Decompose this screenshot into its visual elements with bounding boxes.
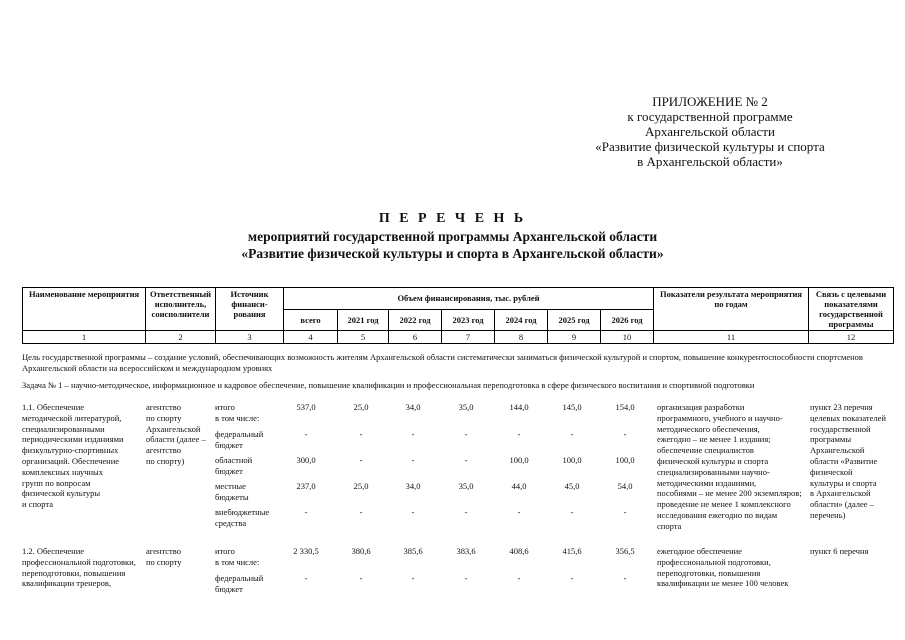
col-number: 3: [216, 331, 284, 344]
target-link: пункт 6 перечня: [810, 546, 869, 556]
target-link: пункт 23 перечня: [810, 402, 873, 412]
col-ind-header: Показатели результата мероприятия по годам: [654, 288, 809, 331]
funding-value: -: [623, 429, 627, 439]
col-year-header: 2023 год: [442, 309, 495, 331]
funding-value: 145,0: [562, 402, 582, 412]
activity-name: профессиональной подготовки,: [22, 556, 136, 567]
col-number: 9: [548, 331, 601, 344]
activity-name: физкультурно-спортивных: [22, 445, 119, 456]
col-exec-header: Ответственный исполнитель, соисполнители: [146, 288, 216, 331]
result-indicator: программного, учебного и научно-: [657, 412, 783, 423]
funding-value: 35,0: [458, 481, 474, 491]
funding-value: 154,0: [615, 402, 635, 412]
activity-name: и спорта: [22, 499, 53, 510]
funding-value: 35,0: [458, 402, 474, 412]
funding-source: итого: [215, 546, 235, 556]
target-link: программы: [810, 434, 852, 445]
funding-source: итого: [215, 402, 235, 412]
funding-value: -: [359, 573, 363, 583]
result-indicator: ежегодное обеспечение: [657, 546, 742, 556]
result-indicator: проведение не менее 1 комплексного: [657, 499, 791, 510]
result-indicator: методического обеспечения,: [657, 423, 760, 434]
activity-name: квалификации тренеров,: [22, 578, 112, 589]
funding-source: бюджет: [215, 583, 243, 594]
funding-value: 356,5: [615, 546, 635, 556]
funding-source: областной: [215, 455, 253, 465]
funding-value: -: [359, 455, 363, 465]
funding-value: 383,6: [456, 546, 476, 556]
funding-value: -: [304, 573, 308, 583]
funding-value: -: [411, 429, 415, 439]
col-number: 10: [601, 331, 654, 344]
col-year-header: 2026 год: [601, 309, 654, 331]
target-link: области «Развитие: [810, 456, 878, 466]
target-link: физической: [810, 466, 853, 477]
funding-value: 45,0: [564, 481, 580, 491]
funding-value: 380,6: [351, 546, 371, 556]
activity-name: комплексных научных: [22, 466, 103, 477]
target-link: в Архангельской: [810, 488, 871, 499]
funding-value: -: [623, 507, 627, 517]
program-name: «Развитие физической культуры и спорта в Архангельской области»: [241, 246, 664, 261]
result-indicator: ежегодно – не менее 1 издания;: [657, 434, 771, 445]
task-1: Задача № 1 – научно-методическое, информационное и кадровое обеспечение, повышение квалификации и профессиональная переподготовка в сфере физического воспитания и спортивной подготовки: [22, 380, 755, 390]
funding-source: средства: [215, 517, 247, 528]
funding-value: -: [464, 507, 468, 517]
responsible-executor: по спорту: [146, 412, 182, 423]
funding-value: -: [464, 455, 468, 465]
funding-value: -: [517, 507, 521, 517]
responsible-executor: по спорту: [146, 556, 182, 567]
funding-value: -: [517, 429, 521, 439]
funding-value: 144,0: [509, 402, 529, 412]
target-link: целевых показателей: [810, 412, 886, 423]
funding-value: 25,0: [353, 402, 369, 412]
result-indicator: спорта: [657, 520, 682, 531]
funding-value: 2 330,5: [293, 546, 319, 556]
funding-source: в том числе:: [215, 556, 260, 567]
funding-source: в том числе:: [215, 412, 260, 423]
col-number: 11: [654, 331, 809, 344]
funding-value: 537,0: [296, 402, 316, 412]
document-subtitle: мероприятий государственной программы Архангельской области: [247, 229, 658, 244]
funding-value: -: [304, 507, 308, 517]
result-indicator: обеспечение специалистов: [657, 445, 754, 456]
funding-value: 100,0: [509, 455, 529, 465]
responsible-executor: агентство: [146, 546, 181, 556]
col-number: 2: [146, 331, 216, 344]
col-number: 1: [23, 331, 146, 344]
funding-source: внебюджетные: [215, 507, 270, 517]
funding-value: -: [411, 573, 415, 583]
appendix-line: «Развитие физической культуры и спорта: [595, 139, 825, 154]
activity-name: 1.1. Обеспечение: [22, 402, 85, 412]
activity-name: групп по вопросам: [22, 477, 91, 488]
col-fin-header: Объем финансирования, тыс. рублей: [284, 288, 654, 310]
target-link: области» (далее –: [810, 499, 874, 510]
appendix-block: [540, 94, 880, 169]
responsible-executor: агентство: [146, 402, 181, 412]
result-indicator: специализированными научно-: [657, 466, 770, 477]
activity-name: методической литературой,: [22, 412, 122, 423]
funding-value: -: [517, 573, 521, 583]
funding-value: -: [464, 429, 468, 439]
result-indicator: методическими изданиями,: [657, 477, 757, 488]
funding-value: -: [359, 429, 363, 439]
funding-value: 34,0: [405, 481, 421, 491]
funding-value: -: [570, 507, 574, 517]
funding-source: бюджет: [215, 439, 243, 450]
funding-value: 25,0: [353, 481, 369, 491]
funding-value: 300,0: [296, 455, 316, 465]
appendix-line: Архангельской области: [645, 124, 775, 139]
col-year-header: 2025 год: [548, 309, 601, 331]
funding-value: 34,0: [405, 402, 421, 412]
col-number: 5: [338, 331, 389, 344]
funding-value: -: [570, 573, 574, 583]
funding-source: бюджет: [215, 465, 243, 476]
appendix-line: в Архангельской области»: [637, 154, 783, 169]
col-total-header: всего: [284, 309, 338, 331]
result-indicator: физической культуры и спорта: [657, 456, 769, 466]
result-indicator: квалификации не менее 100 человек: [657, 578, 789, 589]
col-number: 12: [809, 331, 894, 344]
col-link-header: Связь с целевыми показателями государственной программы: [809, 288, 894, 331]
result-indicator: пособиями – не менее 200 экземпляров;: [657, 488, 802, 499]
funding-value: -: [570, 429, 574, 439]
program-goal: Цель государственной программы – создание условий, обеспечивающих возможность жителям Архангельской области систематически заниматься физической культурой и спортом, повышение конкурентоспособности спортсменов Архангельской области на всероссийском и международном уровнях: [22, 352, 863, 373]
document-title: П Е Р Е Ч Е Н Ь: [378, 211, 527, 226]
funding-value: 385,6: [403, 546, 423, 556]
funding-source: бюджеты: [215, 491, 249, 502]
target-link: культуры и спорта: [810, 477, 877, 488]
funding-value: -: [359, 507, 363, 517]
funding-value: 54,0: [617, 481, 633, 491]
funding-value: 44,0: [511, 481, 527, 491]
activity-name: физической культуры: [22, 488, 101, 499]
target-link: государственной: [810, 423, 871, 434]
funding-source: федеральный: [215, 573, 264, 583]
appendix-line: ПРИЛОЖЕНИЕ № 2: [652, 94, 768, 109]
target-link: перечень): [810, 510, 846, 520]
funding-value: 408,6: [509, 546, 529, 556]
funding-value: -: [464, 573, 468, 583]
activity-name: организаций. Обеспечение: [22, 456, 120, 466]
col-number: 6: [389, 331, 442, 344]
col-number: 7: [442, 331, 495, 344]
funding-value: -: [304, 429, 308, 439]
funding-value: 100,0: [562, 455, 582, 465]
result-indicator: организация разработки: [657, 402, 745, 412]
responsible-executor: области (далее –: [146, 434, 206, 445]
col-year-header: 2022 год: [389, 309, 442, 331]
col-src-header: Источник финанси-рования: [216, 288, 284, 331]
activity-name: специализированными: [22, 423, 105, 434]
funding-value: -: [623, 573, 627, 583]
result-indicator: профессиональной подготовки,: [657, 556, 771, 567]
funding-value: 415,6: [562, 546, 582, 556]
responsible-executor: Архангельской: [146, 423, 201, 434]
col-number: 4: [284, 331, 338, 344]
table-header: [22, 287, 894, 344]
col-year-header: 2024 год: [495, 309, 548, 331]
activity-name: периодическими изданиями: [22, 434, 124, 445]
funding-source: федеральный: [215, 429, 264, 439]
col-number: 8: [495, 331, 548, 344]
result-indicator: переподготовки, повышения: [657, 567, 761, 578]
activity-name: 1.2. Обеспечение: [22, 546, 85, 556]
col-name-header: Наименование мероприятия: [23, 288, 146, 331]
activity-name: переподготовки, повышения: [22, 567, 126, 578]
funding-value: 100,0: [615, 455, 635, 465]
funding-source: местные: [215, 481, 246, 491]
responsible-executor: по спорту): [146, 456, 185, 466]
appendix-line: к государственной программе: [627, 109, 793, 124]
funding-value: -: [411, 507, 415, 517]
funding-value: -: [411, 455, 415, 465]
target-link: Архангельской: [810, 445, 865, 456]
funding-value: 237,0: [296, 481, 316, 491]
result-indicator: исследования ежегодно по видам: [657, 510, 778, 520]
responsible-executor: агентство: [146, 445, 181, 456]
col-year-header: 2021 год: [338, 309, 389, 331]
